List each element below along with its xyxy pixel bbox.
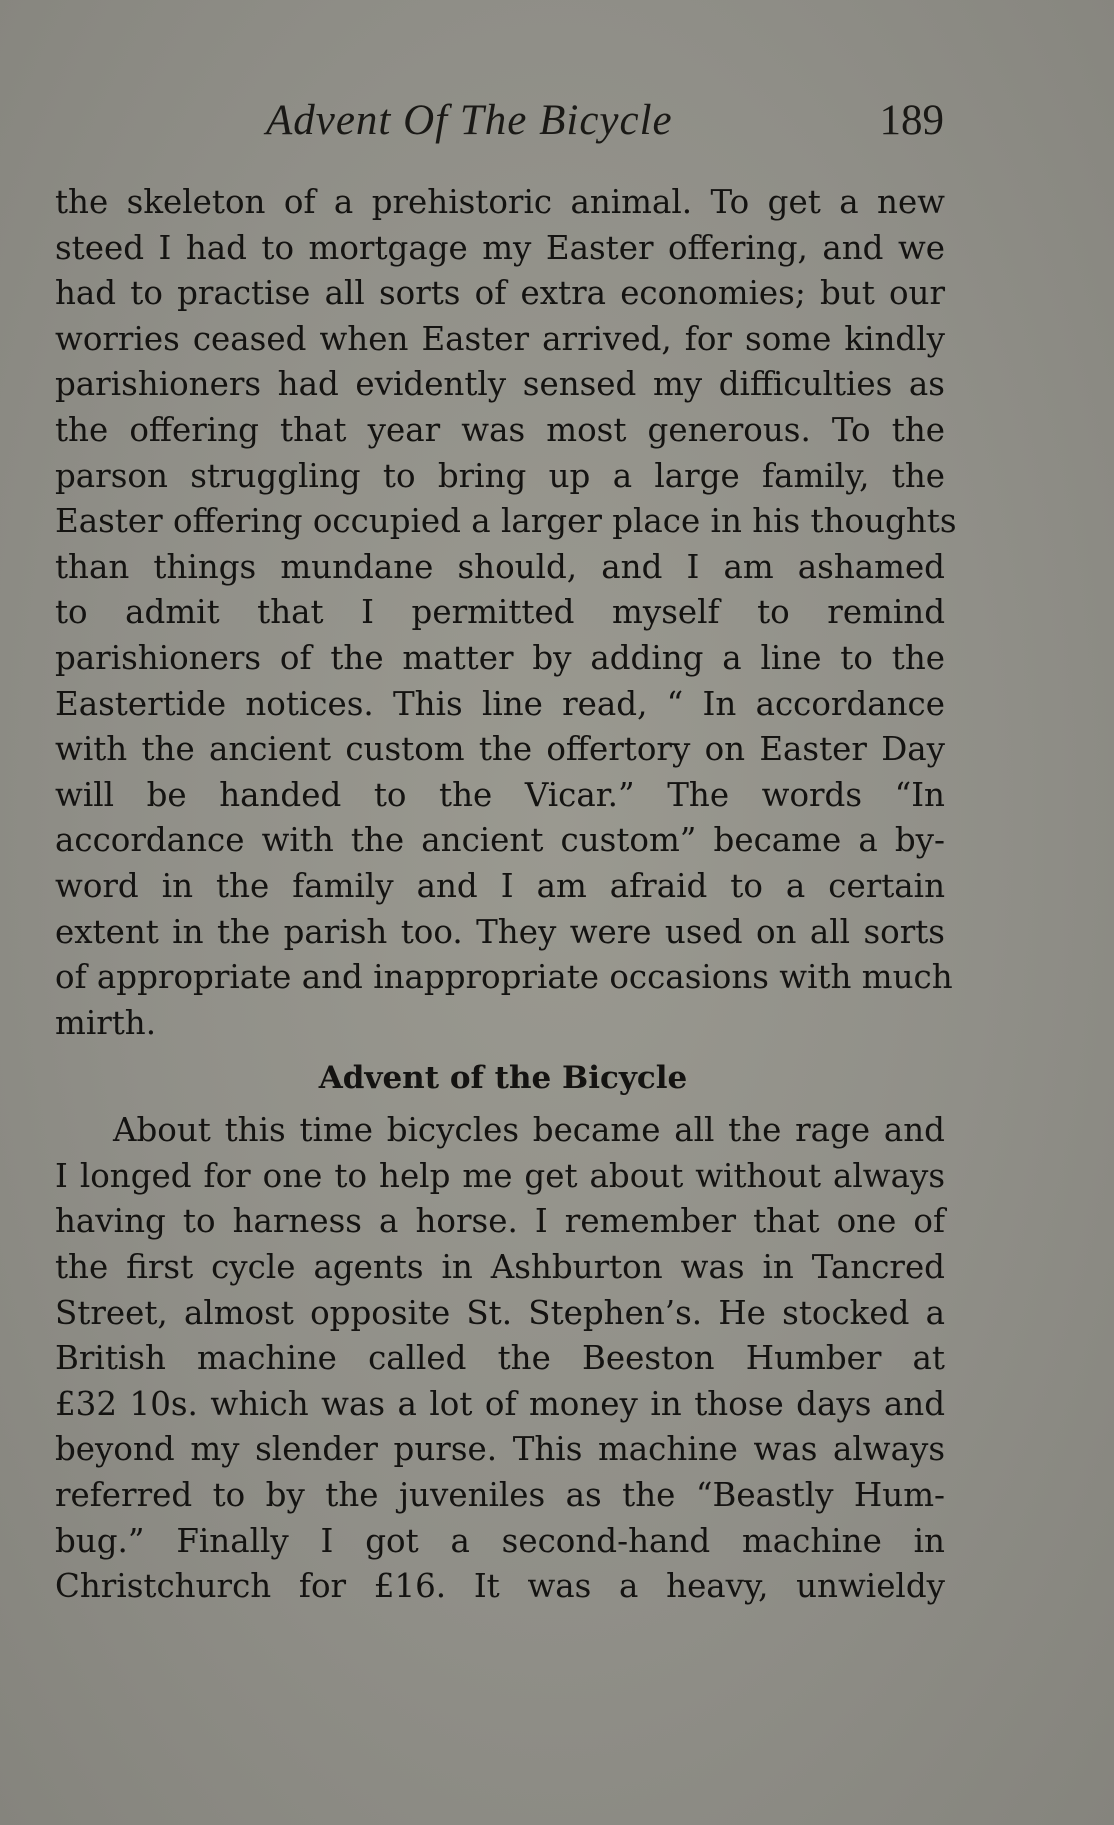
running-header [0,96,1114,156]
running-title: Advent Of The Bicycle [266,97,673,144]
text-line: Eastertide notices. This line read, “ In accordance [55,684,945,723]
text-line: parishioners of the matter by adding a line to the [55,638,945,677]
paragraph-bicycle [55,1108,945,1610]
text-line: the offering that year was most generous. To the [55,410,945,449]
page-number: 189 [879,97,944,144]
text-line: referred to by the juveniles as the “Beastly Hum- [55,1476,945,1515]
text-line: accordance with the ancient custom” became a by- [55,821,945,860]
text-line: parson struggling to bring up a large family, the [55,456,945,495]
text-line: the skeleton of a prehistoric animal. To get a new [55,183,945,221]
text-line: I longed for one to help me get about without always [55,1156,945,1195]
text-line: than things mundane should, and I am ashamed [55,547,945,586]
text-line: the first cycle agents in Ashburton was in Tancred [55,1248,945,1287]
text-line: steed I had to mortgage my Easter offering, and we [55,228,945,267]
text-line: word in the family and I am afraid to a certain [55,866,945,905]
text-line: had to practise all sorts of extra economies; but our [55,274,945,313]
text-line: Street, almost opposite St. Stephen’s. He stocked a [55,1293,945,1332]
section-heading: Advent of the Bicycle [318,1060,688,1097]
text-line: parishioners had evidently sensed my difficulties as [55,365,945,404]
text-line: British machine called the Beeston Humber at [55,1339,945,1378]
text-line: will be handed to the Vicar.” The words “In [55,775,945,814]
text-line: having to harness a horse. I remember that one of [55,1202,945,1241]
body-text [55,180,957,1610]
paragraph-easter-offering [55,180,957,1046]
text-line: with the ancient custom the offertory on Easter Day [55,730,945,769]
text-line: beyond my slender purse. This machine was always [55,1430,945,1469]
text-line: About this time bicycles became all the rage and [113,1111,945,1150]
text-line: £32 10s. which was a lot of money in those days and [55,1384,945,1423]
text-line: Christchurch for £16. It was a heavy, unwieldy [55,1567,945,1606]
text-line: Easter offering occupied a larger place in his thoughts [55,502,957,541]
text-line: bug.” Finally I got a second-hand machine in [55,1521,945,1560]
text-line: mirth. [55,1003,157,1042]
text-line: to admit that I permitted myself to remind [55,593,945,632]
text-line: extent in the parish too. They were used on all sorts [55,912,945,951]
text-line: worries ceased when Easter arrived, for some kindly [55,319,945,358]
text-line: of appropriate and inappropriate occasions with much [55,958,953,997]
